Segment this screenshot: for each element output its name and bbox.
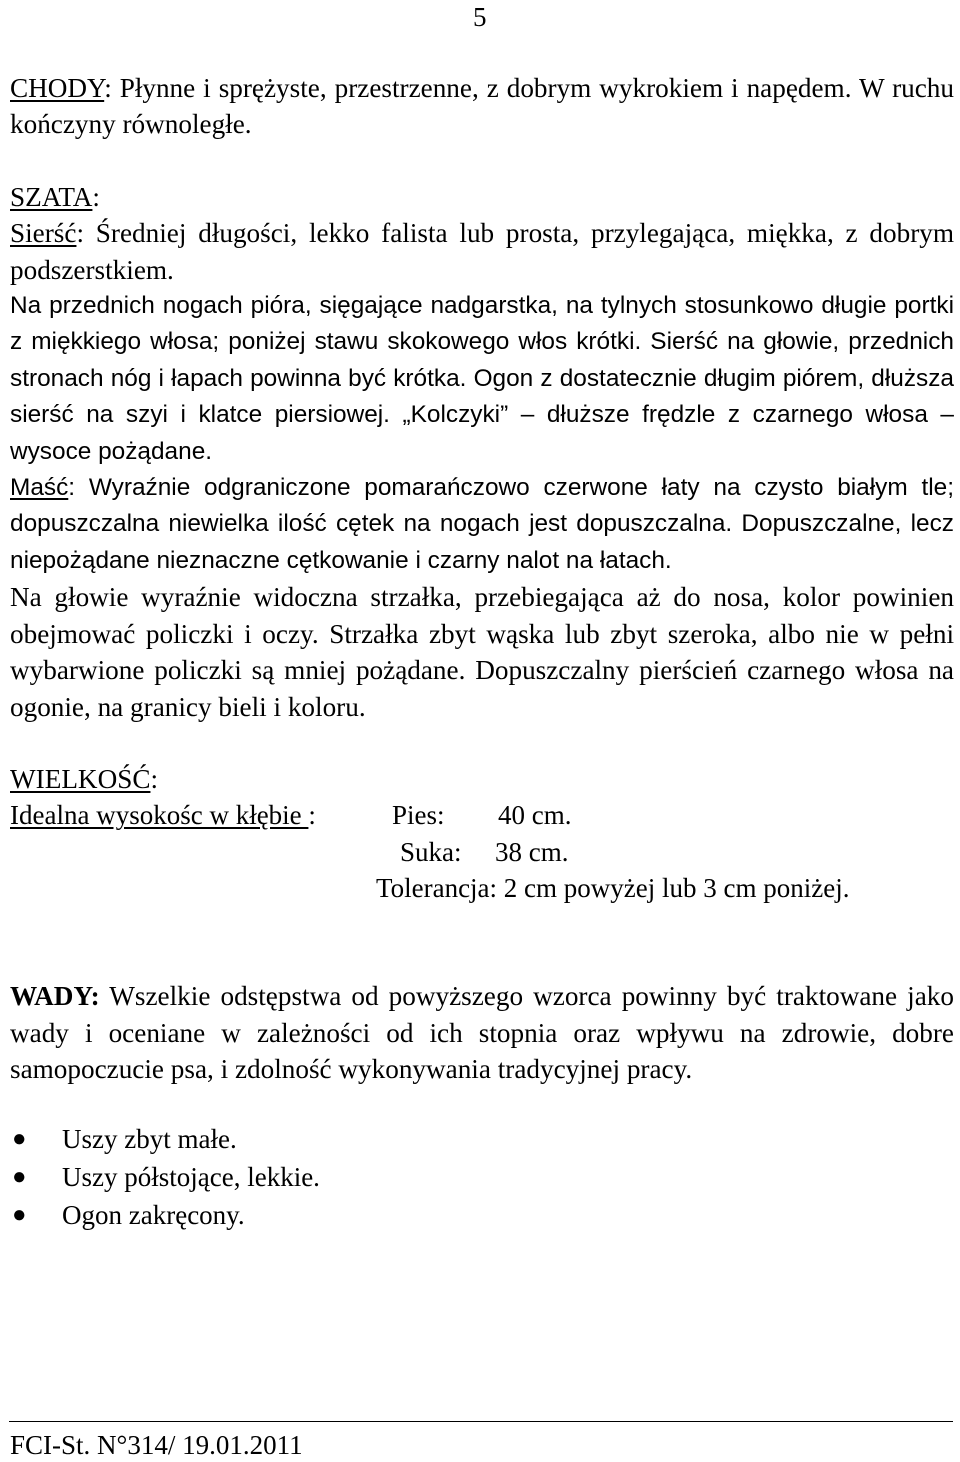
dog-value: 40 cm. [498,800,572,831]
section-wielkosc: WIELKOŚĆ: [10,763,159,794]
siersc-label: Sierść [10,218,77,249]
footer-standard-number: FCI-St. N°314/ 19.01.2011 [10,1430,303,1460]
wady-text: Wszelkie odstępstwa od powyższego wzorca powinny być traktowane jako wady i oceniane w zależności od ich stopnia oraz wpływu na zdrowie, dobre samopoczucie psa, i zdolność wykonywania tradycyjnej pracy. [10,981,954,1085]
bullet-icon: ● [12,1163,27,1190]
bitch-label: Suka: [400,836,462,867]
list-item: ● Uszy półstojące, lekkie. [10,1158,954,1196]
document-body [10,70,954,1234]
size-row-bitch [10,834,954,870]
bitch-value: 38 cm. [495,836,569,867]
footer-divider [9,1421,953,1422]
masc-label: Maść [10,474,69,502]
masc-text: : Wyraźnie odgraniczone pomarańczowo czerwone łaty na czysto białym tle; dopuszczalna niewielka ilość cętek na nogach jest dopuszczalna. Dopuszczalne, lecz niepożądane nieznaczne cętkowanie i czarny nalot na łatach. [10,474,954,574]
bullet-icon: ● [12,1125,27,1152]
list-item: ● Uszy zbyt małe. [10,1120,954,1158]
page-number: 5 [473,2,487,32]
section-chody [10,70,954,143]
chody-text: : Płynne i sprężyste, przestrzenne, z dobrym wykrokiem i napędem. W ruchu kończyny równoległe. [10,73,954,140]
head-markings-paragraph: Na głowie wyraźnie widoczna strzałka, przebiegająca aż do nosa, kolor powinien obejmować policzki i oczy. Strzałka zbyt wąska lub zbyt szeroka, albo nie w pełni wybarwione policzki są mniej pożądane. Dopuszczalny pierścień czarnego włosa na ogonie, na granicy bieli i koloru. [10,582,954,722]
size-row-dog: Idealna wysokośc w kłębie : Pies: 40 cm. [10,797,954,833]
section-szata: SZATA: Sierść: Średniej długości, lekko falista lub prosta, przylegająca, miękka, z dobrym podszerstkiem. [10,181,954,285]
wady-heading: WADY: [10,981,100,1012]
chody-heading: CHODY [10,73,105,103]
bullet-icon: ● [12,1201,27,1228]
tolerance-text: Tolerancja: 2 cm powyżej lub 3 cm poniżej. [376,873,850,904]
section-wady [10,978,954,1087]
section-masc [10,470,954,579]
size-row-tolerance [10,870,954,906]
wielkosc-heading: WIELKOŚĆ [10,763,151,794]
faults-list [10,1120,954,1234]
coat-details-paragraph: Na przednich nogach pióra, sięgające nadgarstka, na tylnych stosunkowo długie portki z miękkiego włosa; poniżej stawu skokowego włos krótki. Sierść na głowie, przednich stronach nóg i łapach powinna być krótka. Ogon z dostatecznie długim piórem, dłuższa sierść na szyi i klatce piersiowej. „Kolczyki” – dłuższe frędzle z czarnego włosa – wysoce pożądane. [10,292,954,465]
siersc-text: : Średniej długości, lekko falista lub prosta, przylegająca, miękka, z dobrym podszerstkiem. [10,218,954,285]
dog-label: Pies: [392,800,445,831]
szata-heading: SZATA [10,181,93,212]
list-item: ● Ogon zakręcony. [10,1196,954,1234]
height-label: Idealna wysokośc w kłębie [10,800,309,831]
